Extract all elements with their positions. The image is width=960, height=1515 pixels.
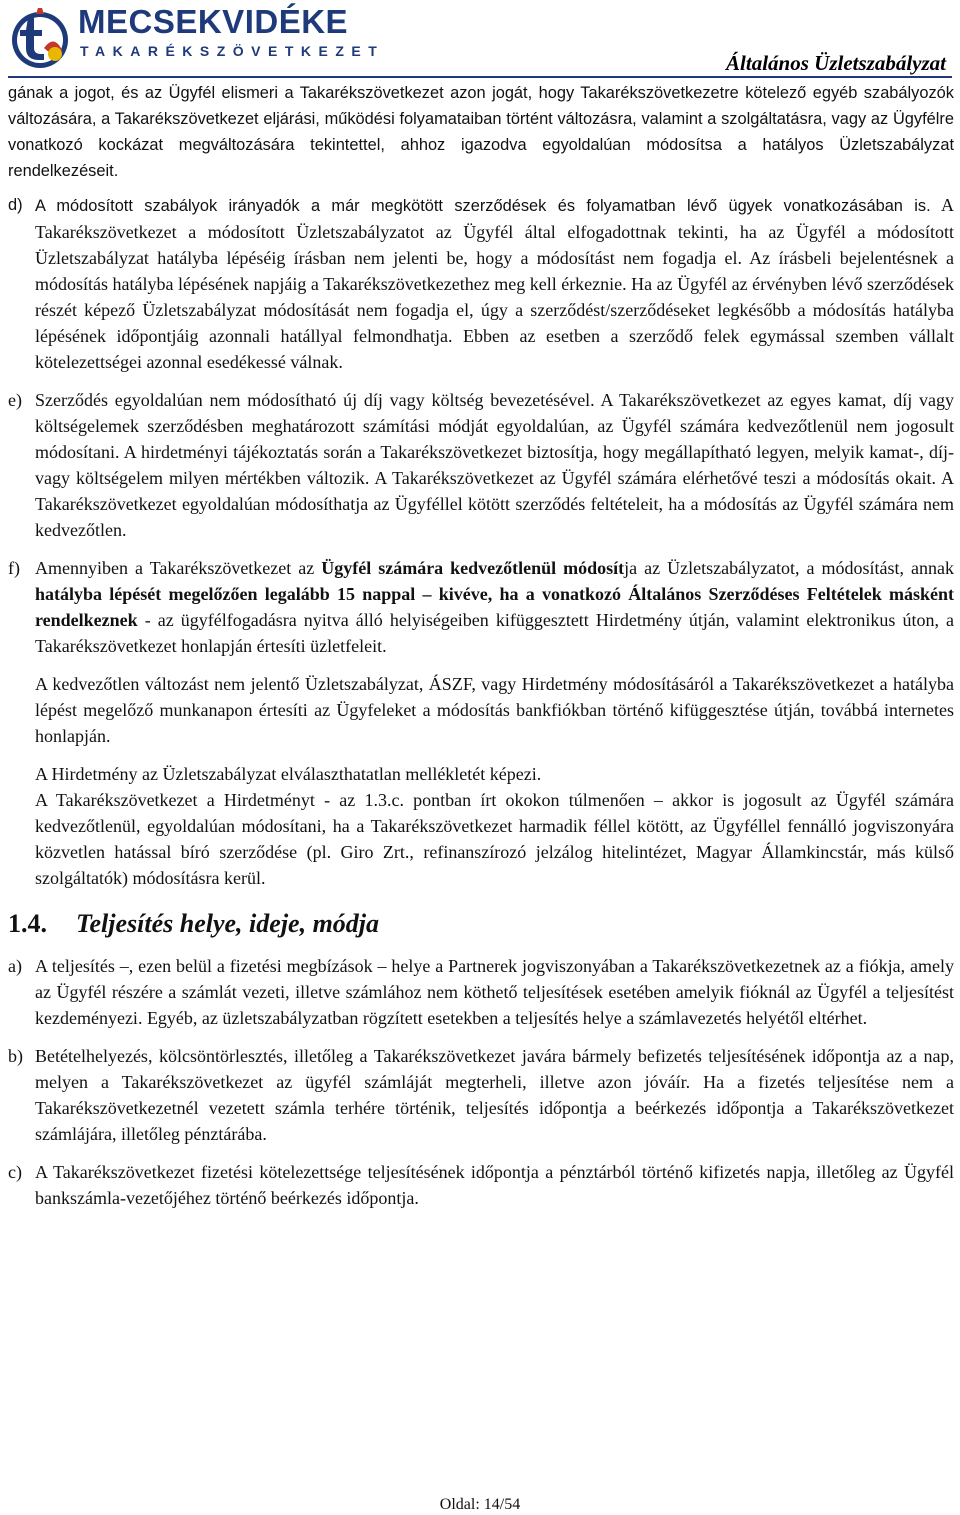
list-item-marker: a) [8, 956, 22, 976]
clause-f-text-3: - az ügyfélfogadásra nyitva álló helyiségeiben kifüggesztett Hirdetmény útján, valamint elektronikus úton, a Takarékszövetkezet honlapján értesíti üzletfeleit. [35, 610, 954, 656]
list-item-text: A Takarékszövetkezet fizetési kötelezettsége teljesítésének időpontja a pénztárból történő kifizetés napja, illetőleg az Ügyfél bankszámla-vezetőjéhez történő beérkezés időpontja. [35, 1162, 954, 1208]
clause-d [8, 192, 954, 375]
section-heading [8, 907, 954, 941]
cooperative-logo [8, 4, 72, 72]
clause-e-text: Szerződés egyoldalúan nem módosítható új díj vagy költség bevezetésével. A Takarékszövetkezet az egyes kamat, díj vagy költségelemek szerződésben meghatározott számítási módját egyoldalúan, az Ügyfél számára kedvezőtlenül nem jogosult módosítani. A hirdetményi tájékoztatás során a Takarékszövetkezet biztosítja, hogy megállapítható legyen, melyik kamat-, díj- vagy költségelem milyen mértékben változik. A Takarékszövetkezet az Ügyfél számára elérhetővé teszi a módosítás okait. A Takarékszövetkezet egyoldalúan módosíthatja az Ügyféllel kötött szerződés feltételeit, ha a módosítás az Ügyfél számára nem kedvezőtlen. [35, 390, 954, 540]
section-number: 1.4. [8, 909, 47, 938]
list-item-marker: c) [8, 1162, 22, 1182]
clause-f-paragraph-4: A Takarékszövetkezet a Hirdetményt - az 1.3.c. pontban írt okokon túlmenően – akkor is jogosult az Ügyfél számára kedvezőtlenül, egyoldalúan módosítani, ha a Takarékszövetkezet harmadik féllel kötött, az Ügyféllel fennálló jogviszonyára közvetlen hatással bíró szerződése (pl. Giro Zrt., refinanszírozó jelzálog hitelintézet, Magyar Államkincstár, más külső szolgáltatók) módosításra kerül. [35, 790, 954, 888]
list-item [8, 1043, 954, 1147]
clause-f-text-2: ja az Üzletszabályzatot, a módosítást, annak [624, 558, 954, 578]
intro-paragraph: gának a jogot, és az Ügyfél elismeri a Takarékszövetkezet azon jogát, hogy Takarékszövetkezetre kötelező egyéb szabályozók változására, a Takarékszövetkezet eljárási, működési folyamataiban történt változásra, valamint a szolgáltatásra, vagy az Ügyfélre vonatkozó kockázat megváltozására tekintettel, ahhoz igazodva egyoldalúan módosítsa a hatályos Üzletszabályzat rendelkezéseit. [8, 84, 954, 180]
clause-f-bold-2: hatályba lépését megelőzően legalább 15 nappal – kivéve, ha a vonatkozó Általános Szerződéses Feltételek másként rendelkeznek [35, 584, 954, 630]
page-number: Oldal: 14/54 [439, 1496, 521, 1513]
clause-e [8, 387, 954, 543]
clause-f-marker: f) [8, 558, 20, 578]
page-body [8, 80, 954, 1211]
clause-f-bold-1: Ügyfél számára kedvezőtlenül módosít [321, 558, 625, 578]
clause-d-sans-text: A módosított szabályok irányadók a már megkötött szerződések és folyamatban lévő ügyek vonatkozásában is. [35, 197, 931, 215]
brand-name: MECSEKVIDÉKE [78, 3, 349, 40]
page-header [0, 0, 960, 80]
list-item-text: Betételhelyezés, kölcsöntörlesztés, illetőleg a Takarékszövetkezet javára bármely befizetés teljesítésének időpontja az a nap, melyen a Takarékszövetkezet az ügyfél számláját megterheli, illetve azon jóváír. Ha a fizetés teljesítése nem a Takarékszövetkezetnél vezetett számla terhére történik, teljesítés időpontja a beérkezés időpontja a Takarékszövetkezet számlájára, illetőleg pénztárába. [35, 1046, 954, 1144]
document-title: Általános Üzletszabályzat [726, 51, 946, 75]
clause-f [8, 555, 954, 659]
list-item-marker: b) [8, 1046, 23, 1066]
brand-subtitle: TAKARÉKSZÖVETKEZET [80, 43, 385, 59]
list-item [8, 1159, 954, 1211]
clause-f-text-1: Amennyiben a Takarékszövetkezet az [35, 558, 322, 578]
clause-d-serif-text: A Takarékszövetkezet a módosított Üzletszabályzatot az Ügyfél által elfogadottnak tekinti, ha az Ügyfél a módosított Üzletszabályzat hatályba lépéséig írásban nem jelenti be, hogy a módosítást nem fogadja el. Az írásbeli bejelentésnek a módosítás hatályba lépésének napjáig a Takarékszövetkezethez meg kell érkeznie. Ha az Ügyfél az érvényben lévő szerződések részét képező Üzletszabályzat módosítását nem fogadja el, úgy a szerződést/szerződéseket legkésőbb a módosítás hatályba lépésének időpontjáig azonnali hatállyal felmondhatja. Ebben az esetben a szerződő felek egymással szemben vállalt kötelezettségei azonnal esedékessé válnak. [35, 195, 954, 372]
header-rule [8, 76, 952, 78]
clause-d-marker: d) [8, 196, 23, 214]
clause-f-paragraph-2: A kedvezőtlen változást nem jelentő Üzletszabályzat, ÁSZF, vagy Hirdetmény módosításáról a Takarékszövetkezet a hatályba lépést megelőző munkanapon értesíti az Ügyfeleket a módosítás bankfiókban történő kifüggesztése útján, továbbá internetes honlapján. [35, 674, 954, 746]
list-item [8, 953, 954, 1031]
list-item-text: A teljesítés –, ezen belül a fizetési megbízások – helye a Partnerek jogviszonyában a Takarékszövetkezetnek az a fiókja, amely az Ügyfél részére a számlát vezeti, illetve számlához nem köthető teljesítések esetében amelyik fióknál az Ügyfél a teljesítést kezdeményezi. Egyéb, az üzletszabályzatban rögzített esetekben a teljesítés helye a számlavezetés helyétől eltérhet. [35, 956, 954, 1028]
clause-e-marker: e) [8, 390, 22, 410]
section-title: Teljesítés helye, ideje, módja [76, 909, 380, 938]
clause-f-paragraph-3: A Hirdetmény az Üzletszabályzat elválaszthatatlan mellékletét képezi. [35, 764, 542, 784]
